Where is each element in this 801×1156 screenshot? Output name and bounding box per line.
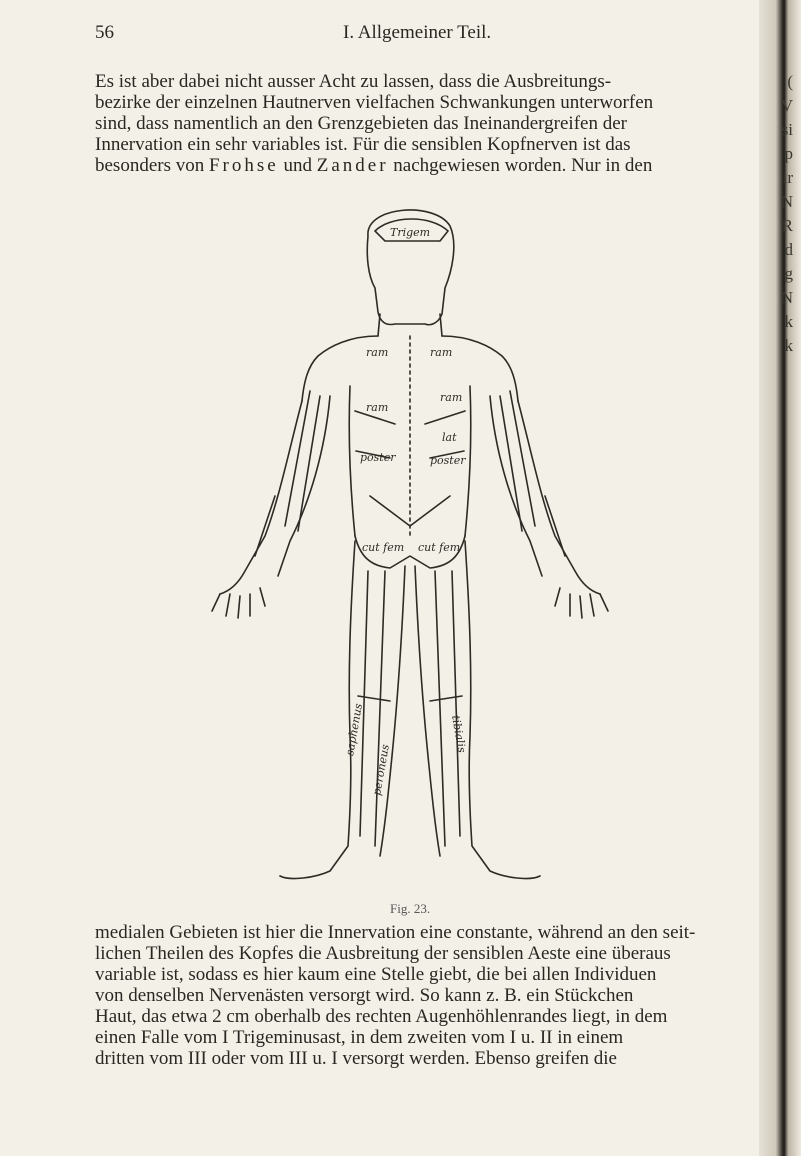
text-fragment: besonders von bbox=[95, 155, 209, 176]
text-line: Haut, das etwa 2 cm oberhalb des rechten Augenhöhlenrandes liegt, in dem bbox=[95, 1006, 668, 1027]
label-rami-2: ram bbox=[430, 346, 453, 359]
left-arm-outline bbox=[220, 396, 330, 594]
running-title: I. Allgemeiner Teil. bbox=[343, 22, 492, 43]
torso-side-right bbox=[465, 386, 471, 536]
left-arm-zones bbox=[255, 391, 320, 556]
text-line: Innervation ein sehr variables ist. Für die sensiblen Kopfnerven ist das bbox=[95, 134, 631, 155]
right-hand bbox=[555, 588, 608, 618]
edge-fragment: ir bbox=[782, 168, 793, 187]
torso-side-left bbox=[349, 386, 355, 536]
right-leg-outline bbox=[415, 541, 540, 878]
page-header bbox=[95, 22, 735, 48]
label-rami-4: ram bbox=[440, 391, 463, 404]
paragraph-top bbox=[95, 71, 740, 176]
page-number: 56 bbox=[95, 22, 114, 43]
right-leg-zones bbox=[430, 571, 462, 846]
author-name-frohse: Frohse bbox=[208, 155, 279, 176]
edge-fragment: ( bbox=[787, 72, 793, 91]
edge-fragment: N bbox=[780, 288, 793, 307]
text-line: bezirke der einzelnen Hautnerven vielfachen Schwankungen unterworfen bbox=[95, 92, 654, 113]
neck-outline bbox=[378, 314, 442, 336]
adjacent-page-edge bbox=[759, 0, 801, 1156]
left-hand bbox=[212, 588, 265, 618]
label-peroneus: peroneus bbox=[370, 743, 392, 797]
text-line: von denselben Nervenästen versorgt wird. So kann z. B. ein Stückchen bbox=[95, 985, 634, 1006]
paragraph-bottom bbox=[95, 922, 740, 1069]
figure-caption: Fig. 23. bbox=[390, 901, 431, 916]
text-fragment: nachgewiesen worden. Nur in den bbox=[388, 155, 653, 176]
left-leg-outline bbox=[280, 541, 405, 878]
text-line: medialen Gebieten ist hier die Innervation eine constante, während an den seit- bbox=[95, 922, 696, 943]
label-cut-fem-1: cut fem bbox=[362, 541, 405, 554]
edge-fragment: V bbox=[780, 96, 793, 115]
edge-fragment: d bbox=[784, 240, 793, 259]
text-line bbox=[95, 155, 740, 176]
nerve-distribution-figure bbox=[190, 196, 630, 896]
text-line: dritten vom III oder vom III u. I versorgt werden. Ebenso greifen die bbox=[95, 1048, 617, 1069]
label-trigem: Trigem bbox=[390, 226, 431, 239]
label-lat: lat bbox=[442, 431, 457, 444]
label-poster-1: poster bbox=[360, 451, 396, 464]
edge-fragment: g bbox=[784, 264, 793, 283]
label-rami-3: ram bbox=[366, 401, 389, 414]
label-cut-fem-2: cut fem bbox=[418, 541, 461, 554]
right-arm-zones bbox=[500, 391, 565, 556]
edge-fragment: k bbox=[784, 312, 793, 331]
text-line: Es ist aber dabei nicht ausser Acht zu lassen, dass die Ausbreitungs- bbox=[95, 71, 612, 92]
text-line: variable ist, sodass es hier kaum eine Stelle giebt, die bei allen Individuen bbox=[95, 964, 657, 985]
label-tibialis: tibialis bbox=[449, 714, 469, 754]
label-rami-1: ram bbox=[366, 346, 389, 359]
edge-fragment: p bbox=[784, 144, 793, 163]
text-line: einen Falle vom I Trigeminusast, in dem zweiten vom I u. II in einem bbox=[95, 1027, 624, 1048]
edge-fragment: R bbox=[781, 216, 793, 235]
edge-fragment: k bbox=[784, 336, 793, 355]
edge-fragment: N bbox=[780, 192, 793, 211]
text-line: sind, dass namentlich an den Grenzgebieten das Ineinandergreifen der bbox=[95, 113, 627, 134]
right-arm-outline bbox=[490, 396, 600, 594]
author-name-zander: Zander bbox=[316, 155, 389, 176]
label-saphenus: saphenus bbox=[343, 702, 366, 757]
text-fragment: und bbox=[278, 155, 317, 176]
label-poster-2: poster bbox=[430, 454, 466, 467]
edge-fragment: si bbox=[781, 120, 793, 139]
text-line: lichen Theilen des Kopfes die Ausbreitung der sensiblen Aeste eine überaus bbox=[95, 943, 671, 964]
